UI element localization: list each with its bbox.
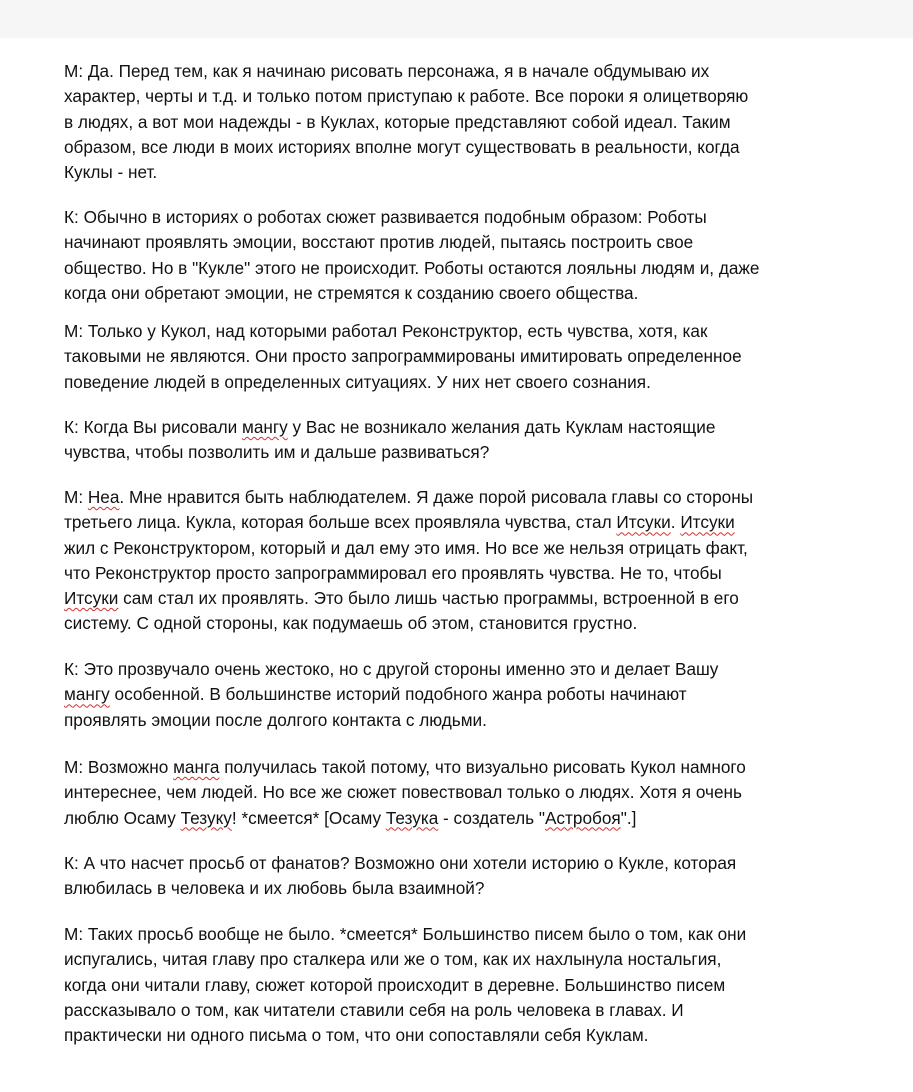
text-line: мангу особенной. В большинстве историй подобного жанра роботы начинают	[64, 684, 687, 705]
spellcheck-flagged-word[interactable]: Итсуки	[616, 512, 671, 533]
spellcheck-flagged-word[interactable]: манга	[173, 757, 220, 777]
paragraph-k-question-4[interactable]	[64, 851, 736, 902]
text-line: К: А что насчет просьб от фанатов? Возможно они хотели историю о Кукле, которая	[64, 853, 737, 873]
text-line: рассказывало о том, как читатели ставили себя на роль человека в главах. И	[64, 999, 684, 1020]
spellcheck-flagged-word[interactable]: Тезуку	[180, 807, 232, 828]
text-line: М: Только у Кукол, над которыми работал Реконструктор, есть чувства, хотя, как	[64, 321, 708, 341]
text-line: третьего лица. Кукла, которая больше всех проявляла чувства, стал Итсуки. Итсуки	[64, 512, 735, 533]
text-line: Куклы - нет.	[64, 162, 158, 183]
text-line: К: Обычно в историях о роботах сюжет развивается подобным образом: Роботы	[64, 207, 707, 227]
paragraph-k-question-2[interactable]	[64, 415, 715, 466]
text-line: люблю Осаму Тезуку! *смеется* [Осаму Тезука - создатель "Астробоя".]	[64, 807, 637, 828]
text-line: жил с Реконструктором, который и дал ему это имя. Но все же нельзя отрицать факт,	[64, 537, 748, 558]
text-line: влюбилась в человека и их любовь была взаимной?	[64, 878, 485, 899]
paragraph-k-question-1[interactable]	[64, 205, 760, 306]
paragraph-m-answer-1[interactable]	[64, 59, 748, 185]
text-line: характер, черты и т.д. и только потом приступаю к работе. Все пороки я олицетворяю	[64, 86, 749, 107]
text-line: чувства, чтобы позволить им и дальше развиваться?	[64, 442, 490, 463]
text-line: когда они читали главу, сюжет которой происходит в деревне. Большинство писем	[64, 974, 726, 995]
text-line: К: Когда Вы рисовали мангу у Вас не возникало желания дать Куклам настоящие	[64, 417, 716, 437]
text-line: поведение людей в определенных ситуациях. У них нет своего сознания.	[64, 371, 651, 392]
paragraph-k-question-3[interactable]	[64, 657, 718, 733]
text-line: в людях, а вот мои надежды - в Куклах, которые представляют собой идеал. Таким	[64, 111, 731, 132]
text-line: начинают проявлять эмоции, восстают против людей, пытаясь построить свое	[64, 232, 694, 253]
spellcheck-flagged-word[interactable]: Итсуки	[680, 512, 735, 533]
text-line: Итсуки сам стал их проявлять. Это было лишь частью программы, встроенной в его	[64, 588, 739, 609]
text-line: М: Возможно манга получилась такой потому, что визуально рисовать Кукол намного	[64, 757, 746, 777]
text-line: когда они обретают эмоции, не стремятся к созданию своего общества.	[64, 282, 639, 303]
text-line: проявлять эмоции после долгого контакта с людьми.	[64, 709, 487, 730]
text-line: М: Да. Перед тем, как я начинаю рисовать персонажа, я в начале обдумываю их	[64, 61, 710, 81]
spellcheck-flagged-word[interactable]: Неа	[87, 487, 120, 507]
spellcheck-flagged-word[interactable]: мангу	[64, 684, 110, 705]
spellcheck-flagged-word[interactable]: Тезука	[385, 807, 439, 828]
text-line: образом, все люди в моих историях вполне могут существовать в реальности, когда	[64, 136, 740, 157]
spellcheck-flagged-word[interactable]: Астробоя	[544, 807, 621, 828]
paragraph-m-answer-2[interactable]	[64, 319, 742, 395]
text-line: общество. Но в "Кукле" этого не происходит. Роботы остаются лояльны людям и, даже	[64, 257, 760, 278]
text-line: К: Это прозвучало очень жестоко, но с другой стороны именно это и делает Вашу	[64, 659, 719, 679]
text-line: испугались, читая главу про сталкера или же о том, как их нахлынула ностальгия,	[64, 949, 722, 970]
text-line: систему. С одной стороны, как подумаешь об этом, становится грустно.	[64, 613, 638, 634]
text-line: интереснее, чем людей. Но все же сюжет повествовал только о людях. Хотя я очень	[64, 782, 742, 803]
text-line: что Реконструктор просто запрограммировал его проявлять чувства. Не то, чтобы	[64, 562, 722, 583]
text-line: М: Таких просьб вообще не было. *смеется* Большинство писем было о том, как они	[64, 924, 747, 944]
text-line: М: Неа. Мне нравится быть наблюдателем. Я даже порой рисовала главы со стороны	[64, 487, 754, 507]
page-top-margin	[0, 0, 913, 38]
text-line: таковыми не являются. Они просто запрограммированы имитировать определенное	[64, 346, 742, 367]
paragraph-m-answer-3[interactable]	[64, 485, 753, 637]
spellcheck-flagged-word[interactable]: мангу	[242, 417, 288, 437]
text-line: практически ни одного письма о том, что они сопоставляли себя Куклам.	[64, 1025, 649, 1046]
paragraph-m-answer-4[interactable]	[64, 755, 746, 831]
spellcheck-flagged-word[interactable]: Итсуки	[64, 588, 119, 609]
paragraph-m-answer-5[interactable]	[64, 922, 746, 1048]
